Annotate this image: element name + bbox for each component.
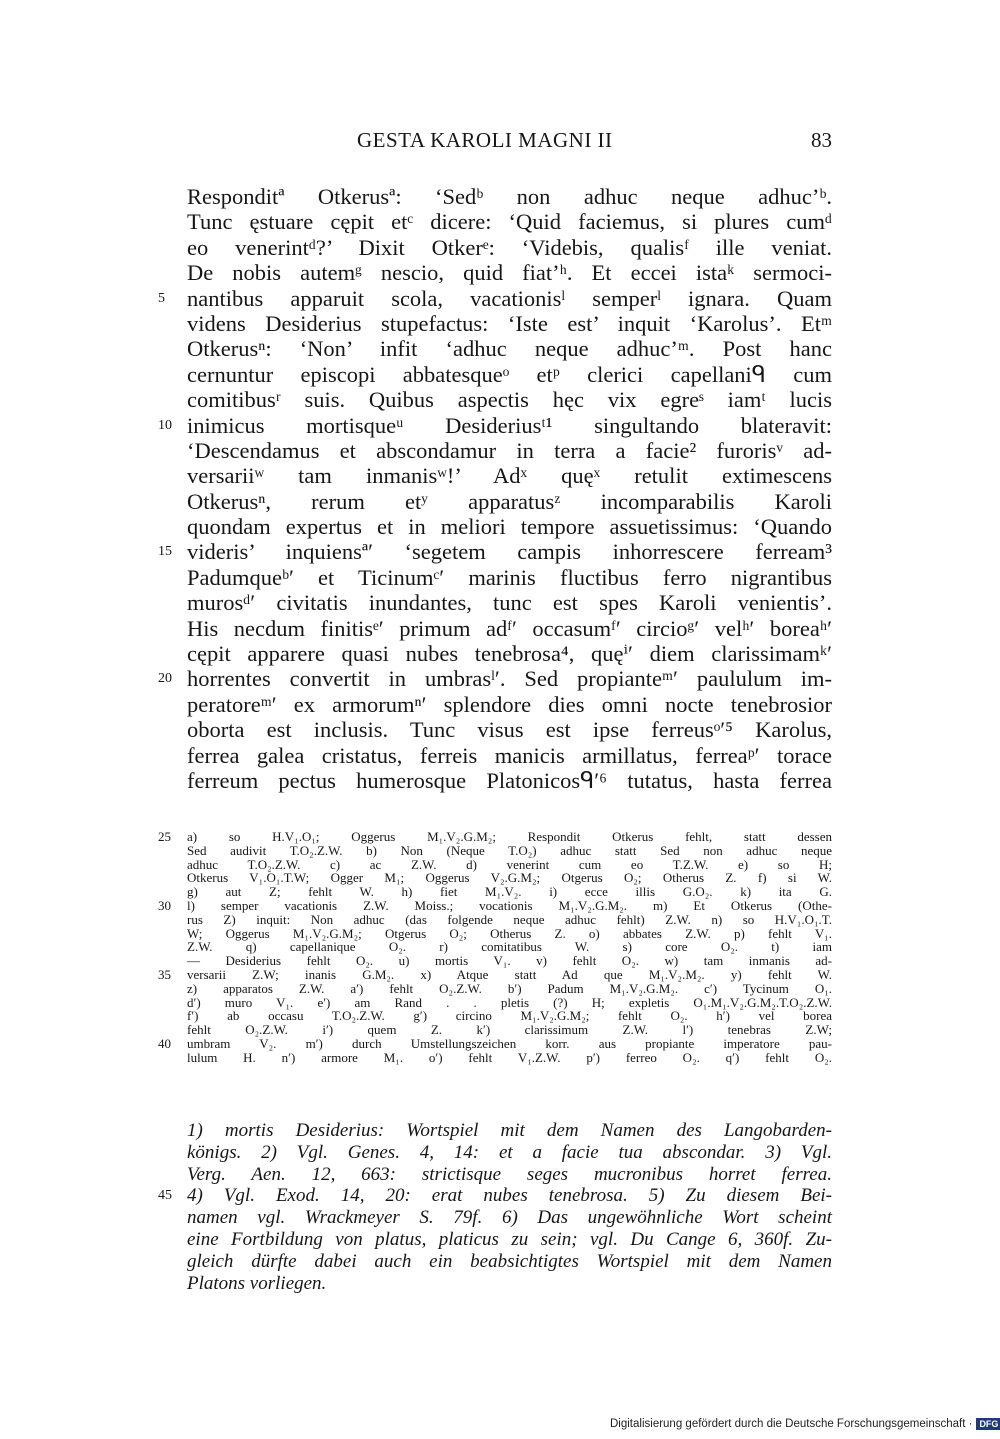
apparatus-line-text: Z.W. q) capellanique O₂. r) comitatibus W. s) core O₂. t) iam xyxy=(187,939,832,955)
text-line xyxy=(158,412,832,438)
note-line-text: namen vgl. Wrackmeyer S. 79f. 6) Das ungewöhnliche Wort scheint xyxy=(187,1207,832,1229)
text-line xyxy=(187,514,832,539)
apparatus-line-text: a) so H.V₁.O₁; Oggerus M₁.V₂.G.M₂; Respondit Otkerus fehlt, statt dessen xyxy=(187,829,832,844)
text-line xyxy=(187,590,832,615)
text-line-text: Otkerusⁿ: ‘Non’ infit ‘adhuc neque adhuc’ᵐ. Post hanc xyxy=(187,336,832,362)
line-number: 40 xyxy=(158,1035,171,1051)
line-number: 25 xyxy=(158,829,171,844)
line-number: 45 xyxy=(158,1188,172,1204)
running-title: GESTA KAROLI MAGNI II xyxy=(357,128,613,152)
running-header xyxy=(187,128,832,158)
apparatus-line-text: umbram V₂. m′) durch Umstellungszeichen korr. aus propiante imperatore pau- xyxy=(187,1035,832,1051)
apparatus-line xyxy=(187,1009,832,1023)
text-line-text: videns Desiderius stupefactus: ‘Iste est’ inquit ‘Karolus’. Etᵐ xyxy=(187,310,832,336)
text-line-text: horrentes convertit in umbrasˡ′. Sed propianteᵐ′ paululum im- xyxy=(187,666,832,692)
apparatus-line xyxy=(187,885,832,899)
apparatus-line xyxy=(187,1023,832,1037)
apparatus-line-text: g) aut Z; fehlt W. h) fiet M₁.V₂. i) ecce illis G.O₂. k) ita G. xyxy=(187,884,832,900)
text-line-text: cępit apparere quasi nubes tenebrosa⁴, quęⁱ′ diem clarissimamᵏ′ xyxy=(187,641,832,667)
text-line xyxy=(187,565,832,590)
apparatus-line xyxy=(158,1035,832,1051)
note-line xyxy=(187,1229,832,1251)
apparatus-line-text: z) apparatos Z.W. a′) fehlt O₂.Z.W. b′) Padum M₁.V₂.G.M₂. c′) Tycinum O₁. xyxy=(187,980,832,996)
apparatus-line-text: W; Oggerus M₁.V₂.G.M₂; Otgerus O₂; Otherus Z. o) abbates Z.W. p) fehlt V₁. xyxy=(187,925,832,941)
note-line xyxy=(187,1273,832,1295)
apparatus-line xyxy=(187,844,832,858)
text-line xyxy=(187,641,832,666)
note-line-text: Platons vorliegen. xyxy=(187,1272,327,1294)
note-line-text: gleich dürfte dabei auch ein beabsichtigtes Wortspiel mit dem Namen xyxy=(187,1250,832,1272)
apparatus-line xyxy=(187,954,832,968)
text-line xyxy=(187,209,832,234)
apparatus-line xyxy=(158,966,832,982)
main-text xyxy=(158,184,832,793)
text-line-text: eo venerintᵈ?’ Dixit Otkerᵉ: ‘Videbis, qualisᶠ ille veniat. xyxy=(187,234,832,260)
apparatus-line-text: versarii Z.W; inanis G.M₂. x) Atque statt Ad que M₁.V₂.M₂. y) fehlt W. xyxy=(187,966,832,982)
text-line xyxy=(187,768,832,793)
line-number: 35 xyxy=(158,966,171,982)
text-line-text: Responditª Otkerusª: ‘Sedᵇ non adhuc neque adhuc’ᵇ. xyxy=(187,184,832,209)
text-line xyxy=(187,743,832,768)
apparatus-line-text: l) semper vacationis Z.W. Moiss.; vocationis M₁.V₂.G.M₂. m) Et Otkerus (Othe- xyxy=(187,897,832,913)
apparatus-line xyxy=(187,996,832,1010)
line-number: 10 xyxy=(158,417,172,433)
text-line-text: Tunc ęstuare cępit etᶜ dicere: ‘Quid faciemus, si plures cumᵈ xyxy=(187,209,832,235)
text-line-text: inimicus mortisqueᵘ Desideriusᵗ¹ singultando blateravit: xyxy=(187,412,832,438)
apparatus-line xyxy=(158,897,832,913)
text-line xyxy=(187,616,832,641)
apparatus-line-text: adhuc T.O₂.Z.W. c) ac Z.W. d) venerint cum eo T.Z.W. e) so H; xyxy=(187,856,832,872)
text-line xyxy=(187,463,832,488)
text-line xyxy=(187,260,832,285)
digitization-credit xyxy=(610,1418,1000,1430)
text-line-text: cernuntur episcopi abbatesqueᵒ etᵖ clerici capellaniᑫ cum xyxy=(187,361,832,387)
text-line-text: quondam expertus et in meliori tempore assuetissimus: ‘Quando xyxy=(187,514,832,540)
apparatus-line-text: rus Z) inquit: Non adhuc (das folgende neque adhuc fehlt) Z.W. n) so H.V₁.O₁.T. xyxy=(187,911,832,927)
text-line-text: Padumqueᵇ′ et Ticinumᶜ′ marinis fluctibus ferro nigrantibus xyxy=(187,564,832,590)
critical-apparatus xyxy=(158,829,832,1065)
apparatus-line xyxy=(187,871,832,885)
line-number: 30 xyxy=(158,897,171,913)
note-line xyxy=(158,1185,832,1207)
apparatus-line-text: d′) muro V₁. e′) am Rand . . pletis (?) H; expletis O₁.M₁.V₂.G.M₂.T.O₂.Z.W. xyxy=(187,994,832,1010)
note-line xyxy=(187,1142,832,1164)
note-line xyxy=(187,1120,832,1142)
text-line xyxy=(187,717,832,742)
apparatus-line xyxy=(187,927,832,941)
apparatus-line xyxy=(187,913,832,927)
apparatus-line xyxy=(187,1051,832,1065)
text-line xyxy=(187,336,832,361)
apparatus-line-text: — Desiderius fehlt O₂. u) mortis V₁. v) fehlt O₂. w) tam inmanis ad- xyxy=(187,953,832,969)
text-line-text: comitibusʳ suis. Quibus aspectis hęc vix egreˢ iamᵗ lucis xyxy=(187,387,832,413)
note-line-text: königs. 2) Vgl. Genes. 4, 14: et a facie tua abscondar. 3) Vgl. xyxy=(187,1141,832,1163)
text-line xyxy=(187,438,832,463)
dfg-logo: DFG xyxy=(976,1418,1000,1430)
text-line xyxy=(158,285,832,311)
apparatus-line xyxy=(187,940,832,954)
credit-text: Digitalisierung gefördert durch die Deutsche Forschungsgemeinschaft · xyxy=(610,1418,973,1431)
note-line xyxy=(187,1207,832,1229)
note-line-text: 4) Vgl. Exod. 14, 20: erat nubes tenebrosa. 5) Zu diesem Bei- xyxy=(187,1185,832,1207)
text-line xyxy=(187,184,832,209)
text-line xyxy=(187,387,832,412)
note-line-text: 1) mortis Desiderius: Wortspiel mit dem Namen des Langobarden- xyxy=(187,1120,832,1141)
text-line xyxy=(187,235,832,260)
apparatus-line-text: fehlt O₂.Z.W. i′) quem Z. k′) clarissimum Z.W. l′) tenebras Z.W; xyxy=(187,1022,832,1038)
apparatus-line xyxy=(187,858,832,872)
text-line-text: murosᵈ′ civitatis inundantes, tunc est spes Karoli venientis’. xyxy=(187,590,832,616)
text-line-text: His necdum finitisᵉ′ primum adᶠ′ occasumᶠ′ circioᵍ′ velʰ′ boreaʰ′ xyxy=(187,615,832,641)
text-line-text: videris’ inquiensª′ ‘segetem campis inhorrescere ferream³ xyxy=(187,539,832,565)
text-line-text: nantibus apparuit scola, vacationisˡ semperˡ ignara. Quam xyxy=(187,285,832,311)
apparatus-line-text: Otkerus V₁.O₁.T.W; Ogger M₁; Oggerus V₂.G.M₂; Otgerus O₂; Otherus Z. f) si W. xyxy=(187,870,832,886)
note-line-text: eine Fortbildung von platus, platicus zu sein; vgl. Du Cange 6, 360f. Zu- xyxy=(187,1228,832,1250)
footnotes xyxy=(158,1120,832,1294)
text-line xyxy=(158,539,832,565)
text-line-text: Otkerusⁿ, rerum etʸ apparatusᶻ incomparabilis Karoli xyxy=(187,488,832,514)
line-number: 15 xyxy=(158,544,172,560)
text-line-text: ferrea galea cristatus, ferreis manicis armillatus, ferreaᵖ′ torace xyxy=(187,742,832,768)
note-line xyxy=(187,1164,832,1186)
text-line-text: ‘Descendamus et abscondamur in terra a facie² furorisᵛ ad- xyxy=(187,437,832,463)
text-line xyxy=(187,311,832,336)
apparatus-line-text: lulum H. n′) armore M₁. o′) fehlt V₁.Z.W. p′) ferreo O₂. q′) fehlt O₂. xyxy=(187,1049,832,1065)
text-line xyxy=(158,666,832,692)
text-line-text: ferreum pectus humerosque Platonicosᑫ′⁶ tutatus, hasta ferrea xyxy=(187,767,832,793)
line-number: 20 xyxy=(158,671,172,687)
text-line xyxy=(187,362,832,387)
text-line xyxy=(187,489,832,514)
text-line-text: oborta est inclusis. Tunc visus est ipse ferreusᵒ′⁵ Karolus, xyxy=(187,717,832,743)
note-line xyxy=(187,1251,832,1273)
line-number: 5 xyxy=(158,290,165,306)
page-number: 83 xyxy=(811,128,832,152)
text-line-text: De nobis autemᵍ nescio, quid fiat’ʰ. Et eccei istaᵏ sermoci- xyxy=(187,260,832,286)
text-line xyxy=(187,692,832,717)
apparatus-line-text: f′) ab occasu T.O₂.Z.W. g′) circino M₁.V₂.G.M₂; fehlt O₂. h′) vel borea xyxy=(187,1008,832,1024)
text-line-text: versariiʷ tam inmanisʷ!’ Adˣ quęˣ retulit extimescens xyxy=(187,463,832,489)
apparatus-line-text: Sed audivit T.O₂.Z.W. b) Non (Neque T.O₂) adhuc statt Sed non adhuc neque xyxy=(187,842,832,858)
note-line-text: Verg. Aen. 12, 663: strictisque seges mucronibus horret ferrea. xyxy=(187,1163,832,1185)
text-line-text: peratoreᵐ′ ex armorumⁿ′ splendore dies omni nocte tenebrosior xyxy=(187,691,832,717)
apparatus-line xyxy=(187,982,832,996)
apparatus-line xyxy=(158,829,832,844)
